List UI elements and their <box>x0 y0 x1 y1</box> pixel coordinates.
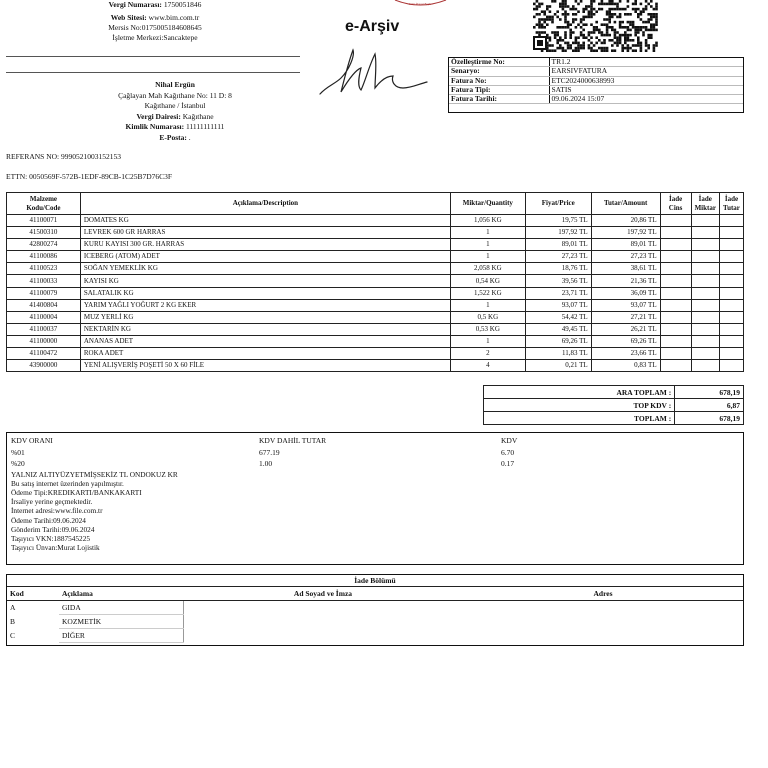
total-row <box>484 386 744 399</box>
item-code: 41100071 <box>7 215 81 227</box>
item-return-amount <box>719 348 743 360</box>
item-amount: 38,61 TL <box>591 263 660 275</box>
table-row <box>7 323 744 335</box>
table-row <box>7 311 744 323</box>
info-row: Özelleştirme No: TR1.2 <box>449 58 743 67</box>
item-code: 41400804 <box>7 299 81 311</box>
return-row: B KOZMETİK <box>7 615 743 629</box>
note-line: İnternet adresi:www.file.com.tr <box>11 506 103 516</box>
item-return-amount <box>719 275 743 287</box>
item-return-type <box>660 263 691 275</box>
item-return-amount <box>719 323 743 335</box>
subtotal-value: 678,19 <box>675 386 744 399</box>
seller-mersis: Mersis No:0175005184608645 <box>108 23 202 32</box>
item-amount: 23,66 TL <box>591 348 660 360</box>
buyer-address-line: Kağıthane / İstanbul <box>144 101 206 110</box>
item-code: 41100086 <box>7 251 81 263</box>
item-return-qty <box>691 348 719 360</box>
item-code: 41100472 <box>7 348 81 360</box>
table-row <box>7 299 744 311</box>
item-description: ANANAS ADET <box>80 335 450 347</box>
item-description: NEKTARİN KG <box>80 323 450 335</box>
divider <box>6 72 300 73</box>
item-amount: 89,01 TL <box>591 239 660 251</box>
signature-icon <box>315 42 430 102</box>
note-line: Ödeme Tarihi:09.06.2024 <box>11 515 86 525</box>
seller-center: İşletme Merkezi:Sancaktepe <box>112 33 198 42</box>
item-description: ROKA ADET <box>80 348 450 360</box>
amount-in-words: YALNIZ ALTIYÜZYETMİŞSEKİZ TL ONDOKUZ KR <box>11 469 178 479</box>
return-section <box>6 574 744 646</box>
item-description: YARIM YAĞLI YOĞURT 2 KG EKER <box>80 299 450 311</box>
col-amount: Tutar/Amount <box>591 193 660 215</box>
table-row <box>7 215 744 227</box>
item-description: KAYISI KG <box>80 275 450 287</box>
item-return-amount <box>719 311 743 323</box>
item-amount: 26,21 TL <box>591 323 660 335</box>
item-code: 41100033 <box>7 275 81 287</box>
buyer-email: E-Posta: . <box>159 132 191 142</box>
vat-header-row: KDV ORANI KDV DAHİL TUTAR KDV <box>11 436 518 445</box>
item-code: 41100079 <box>7 287 81 299</box>
vat-total-value: 6,87 <box>675 399 744 412</box>
note-line: Taşıyıcı VKN:1887545225 <box>11 533 91 543</box>
item-quantity: 1 <box>450 239 525 251</box>
subtotal-label: ARA TOPLAM : <box>484 386 675 399</box>
item-quantity: 2 <box>450 348 525 360</box>
item-description: YENİ ALIŞVERİŞ POŞETİ 50 X 60 FİLE <box>80 360 450 372</box>
info-row: Fatura Tarihi: 09.06.2024 15:07 <box>449 95 743 104</box>
item-quantity: 0,54 KG <box>450 275 525 287</box>
seller-website: Web Sitesi: www.bim.com.tr <box>110 13 200 22</box>
item-amount: 36,09 TL <box>591 287 660 299</box>
vat-row: %01 677.19 6.70 <box>11 447 515 457</box>
buyer-block <box>55 80 295 143</box>
item-price: 69,26 TL <box>525 335 591 347</box>
return-header-row: Kod Açıklama Ad Soyad ve İmza Adres <box>7 587 743 601</box>
item-description: MUZ YERLİ KG <box>80 311 450 323</box>
invoice-info-box <box>448 57 744 113</box>
item-return-qty <box>691 299 719 311</box>
item-return-type <box>660 239 691 251</box>
item-quantity: 1,056 KG <box>450 215 525 227</box>
item-return-type <box>660 299 691 311</box>
item-return-amount <box>719 287 743 299</box>
item-description: LEVREK 600 GR HARRAS <box>80 227 450 239</box>
item-quantity: 1 <box>450 335 525 347</box>
vat-row: %20 1.00 0.17 <box>11 459 515 468</box>
item-quantity: 4 <box>450 360 525 372</box>
vat-total-label: TOP KDV : <box>484 399 675 412</box>
note-line: Bu satış internet üzerinden yapılmıştır. <box>11 478 124 488</box>
col-price: Fiyat/Price <box>525 193 591 215</box>
buyer-name: Nihal Ergün <box>155 80 195 89</box>
total-row <box>484 412 744 425</box>
note-line: Taşıyıcı Ünvan:Murat Lojistik <box>11 543 100 553</box>
seller-block <box>60 0 250 43</box>
item-amount: 93,07 TL <box>591 299 660 311</box>
item-price: 11,83 TL <box>525 348 591 360</box>
item-amount: 27,23 TL <box>591 251 660 263</box>
totals-table <box>483 385 744 425</box>
note-line: Ödeme Tipi:KREDIKARTI/BANKAKARTI <box>11 487 142 497</box>
item-description: DOMATES KG <box>80 215 450 227</box>
item-code: 41100523 <box>7 263 81 275</box>
item-return-qty <box>691 360 719 372</box>
item-amount: 27,21 TL <box>591 311 660 323</box>
divider <box>6 56 300 57</box>
total-row <box>484 399 744 412</box>
item-price: 27,23 TL <box>525 251 591 263</box>
table-row <box>7 275 744 287</box>
svg-text:Gelir İdaresi Başk.: Gelir İdaresi Başk. <box>408 2 432 6</box>
item-quantity: 0,5 KG <box>450 311 525 323</box>
table-row <box>7 227 744 239</box>
table-row <box>7 239 744 251</box>
revenue-seal-icon <box>393 0 448 8</box>
item-return-type <box>660 335 691 347</box>
item-return-amount <box>719 215 743 227</box>
item-return-amount <box>719 299 743 311</box>
return-section-title: İade Bölümü <box>7 575 743 587</box>
item-return-type <box>660 360 691 372</box>
item-return-qty <box>691 335 719 347</box>
item-price: 197,92 TL <box>525 227 591 239</box>
col-return-type: İade Cins <box>660 193 691 215</box>
item-return-qty <box>691 215 719 227</box>
info-row: Fatura Tipi: SATIS <box>449 85 743 94</box>
qr-code-icon[interactable] <box>533 0 658 52</box>
item-price: 19,75 TL <box>525 215 591 227</box>
item-return-qty <box>691 287 719 299</box>
item-return-type <box>660 275 691 287</box>
return-row: C DİĞER <box>7 629 743 643</box>
col-return-qty: İade Miktar <box>691 193 719 215</box>
item-return-qty <box>691 275 719 287</box>
item-return-type <box>660 215 691 227</box>
grand-total-value: 678,19 <box>675 412 744 425</box>
table-row <box>7 348 744 360</box>
item-amount: 69,26 TL <box>591 335 660 347</box>
item-return-amount <box>719 239 743 251</box>
item-return-qty <box>691 251 719 263</box>
item-price: 39,56 TL <box>525 275 591 287</box>
item-price: 54,42 TL <box>525 311 591 323</box>
item-return-amount <box>719 263 743 275</box>
item-code: 43900000 <box>7 360 81 372</box>
item-quantity: 2,058 KG <box>450 263 525 275</box>
item-return-qty <box>691 263 719 275</box>
item-quantity: 1 <box>450 251 525 263</box>
info-row: Senaryo: EARSIVFATURA <box>449 67 743 76</box>
seller-tax-no: Vergi Numarası: 1750051846 <box>108 0 202 9</box>
item-quantity: 1,522 KG <box>450 287 525 299</box>
item-price: 89,01 TL <box>525 239 591 251</box>
item-return-qty <box>691 311 719 323</box>
table-row <box>7 360 744 372</box>
table-row <box>7 251 744 263</box>
item-code: 41100037 <box>7 323 81 335</box>
item-return-amount <box>719 251 743 263</box>
item-quantity: 1 <box>450 227 525 239</box>
col-description: Açıklama/Description <box>80 193 450 215</box>
return-row: A GIDA <box>7 601 743 615</box>
item-price: 23,71 TL <box>525 287 591 299</box>
item-amount: 20,86 TL <box>591 215 660 227</box>
item-amount: 0,83 TL <box>591 360 660 372</box>
note-line: İrsaliye yerine geçmektedir. <box>11 497 93 507</box>
reference-number: REFERANS NO: 9990521003152153 <box>6 152 122 161</box>
table-row <box>7 335 744 347</box>
item-quantity: 0,53 KG <box>450 323 525 335</box>
item-code: 41500310 <box>7 227 81 239</box>
col-return-amount: İade Tutar <box>719 193 743 215</box>
item-price: 93,07 TL <box>525 299 591 311</box>
item-description: SALATALIK KG <box>80 287 450 299</box>
col-code: Malzeme Kodu/Code <box>7 193 81 215</box>
item-return-qty <box>691 323 719 335</box>
item-amount: 21,36 TL <box>591 275 660 287</box>
buyer-id: Kimlik Numarası: 11111111111 <box>125 122 225 131</box>
item-return-type <box>660 311 691 323</box>
buyer-tax-office: Vergi Dairesi: Kağıthane <box>136 111 214 121</box>
item-return-amount <box>719 360 743 372</box>
ettn-number: ETTN: 0050569F-572B-1EDF-89CB-1C25B7D76C3F <box>6 172 173 181</box>
note-line: Gönderim Tarihi:09.06.2024 <box>11 524 95 534</box>
item-return-amount <box>719 227 743 239</box>
item-price: 0,21 TL <box>525 360 591 372</box>
item-description: SOĞAN YEMEKLİK KG <box>80 263 450 275</box>
item-amount: 197,92 TL <box>591 227 660 239</box>
item-return-qty <box>691 239 719 251</box>
item-code: 41100004 <box>7 311 81 323</box>
vat-summary-box <box>6 432 744 565</box>
item-code: 41100000 <box>7 335 81 347</box>
item-return-type <box>660 251 691 263</box>
item-return-qty <box>691 227 719 239</box>
item-return-type <box>660 287 691 299</box>
table-row <box>7 263 744 275</box>
table-header-row <box>7 193 744 215</box>
item-description: KURU KAYISI 300 GR. HARRAS <box>80 239 450 251</box>
item-return-amount <box>719 335 743 347</box>
item-quantity: 1 <box>450 299 525 311</box>
items-table <box>6 192 744 372</box>
item-description: ICEBERG (ATOM) ADET <box>80 251 450 263</box>
item-return-type <box>660 323 691 335</box>
table-row <box>7 287 744 299</box>
col-quantity: Miktar/Quantity <box>450 193 525 215</box>
item-price: 49,45 TL <box>525 323 591 335</box>
buyer-address-line: Çağlayan Mah Kağıthane No: 11 D: 8 <box>118 90 232 100</box>
info-row: Fatura No: ETC2024000638993 <box>449 76 743 85</box>
item-code: 42800274 <box>7 239 81 251</box>
item-price: 18,76 TL <box>525 263 591 275</box>
e-arsiv-logo: e-Arşiv <box>345 18 400 35</box>
item-return-type <box>660 227 691 239</box>
item-return-type <box>660 348 691 360</box>
grand-total-label: TOPLAM : <box>484 412 675 425</box>
